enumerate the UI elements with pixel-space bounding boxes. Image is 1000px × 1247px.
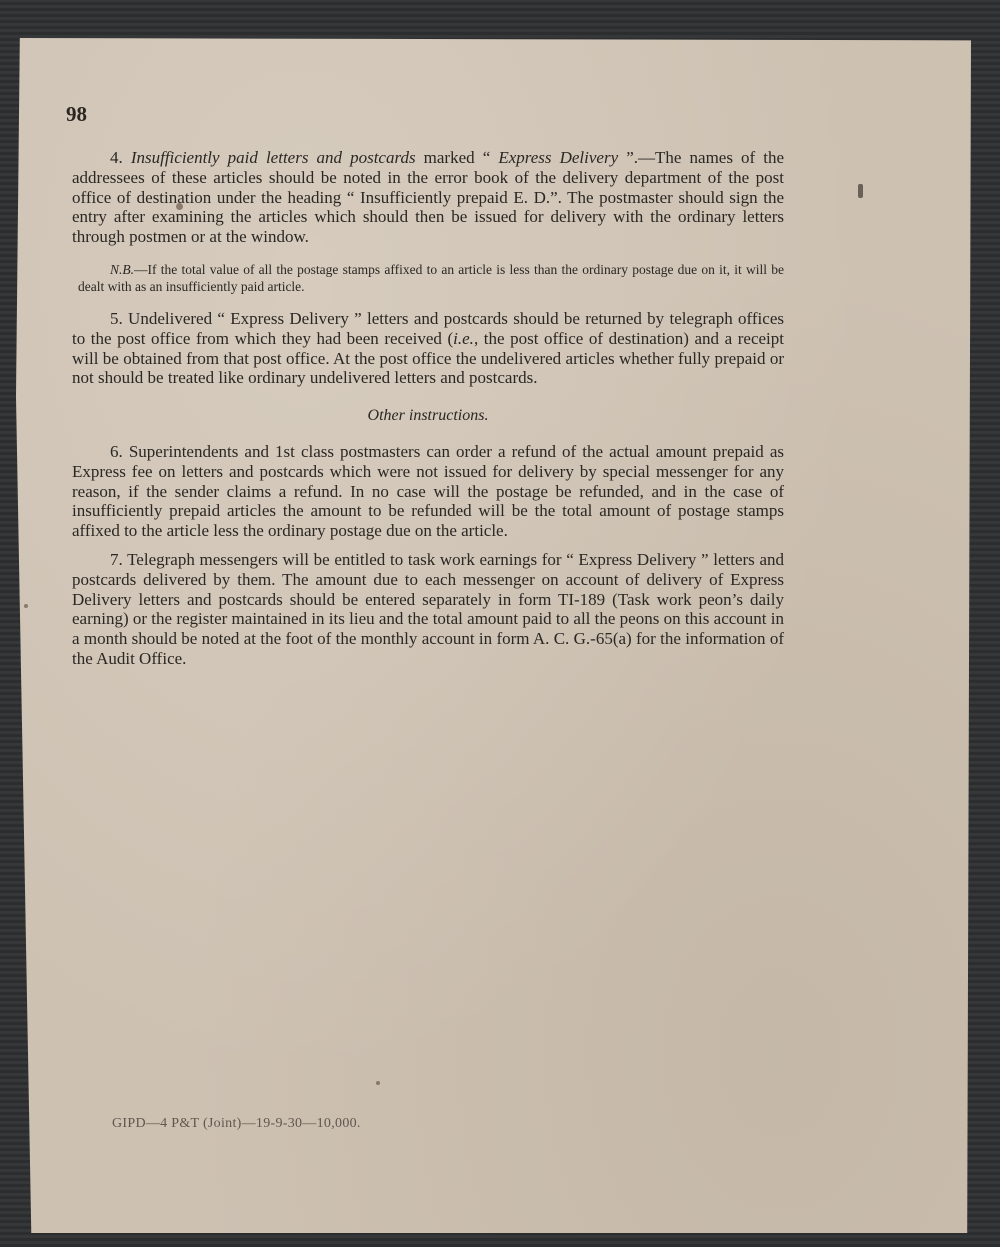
paragraph-5-text-before: 5. Undelivered “ Express Delivery ” letters and postcards should be returned by telegraph offices to the post office from which they had been received ( xyxy=(72,308,784,348)
paragraph-6: 6. Superintendents and 1st class postmasters can order a refund of the actual amount prepaid as Express fee on letters and postcards which were not issued for delivery by special messenger for any reason, if the sender claims a refund. In no case will the postage be refunded, and in the case of insufficiently prepaid articles the amount to be refunded will be the total amount of postage stamps affixed to the article less the ordinary postage due on the article. xyxy=(72,441,784,541)
section-heading: Other instructions. xyxy=(367,407,489,425)
nb-label: N.B. xyxy=(110,261,135,277)
ink-spot xyxy=(24,604,28,608)
paragraph-4-number: 4. xyxy=(110,148,123,167)
nb-text: If the total value of all the postage stamps affixed to an article is less than the ordinary postage due on it, it will be dealt with as an insufficiently paid article. xyxy=(78,261,784,294)
document-body xyxy=(72,148,784,669)
paragraph-4-title: Insufficiently paid letters and postcards xyxy=(130,148,416,167)
paragraph-4-marked: marked xyxy=(423,148,475,167)
nb-note: N.B.—If the total value of all the postage stamps affixed to an article is less than the ordinary postage due on it, it will be dealt with as an insufficiently paid article. xyxy=(78,261,784,294)
paragraph-4-quoted: Express Delivery xyxy=(498,148,619,167)
paragraph-4-body: The names of the addressees of these articles should be noted in the error book of the delivery department of the post office of destination under the heading “ Insufficiently prepaid E. D.”. The postmaster should sign the entry after examining the articles which should then be issued for delivery with the ordinary letters through postmen or at the window. xyxy=(72,148,785,247)
page-number: 98 xyxy=(66,102,87,126)
print-footer: GIPD—4 P&T (Joint)—19-9-30—10,000. xyxy=(112,1116,361,1131)
paragraph-4: 4. Insufficiently paid letters and postcards marked “ Express Delivery ”.—The names of the addressees of these articles should be noted in the error book of the delivery department of the post office of destination under the heading “ Insufficiently prepaid E. D.”. The postmaster should sign the entry after examining the articles which should then be issued for delivery with the ordinary letters through postmen or at the window. xyxy=(72,148,785,247)
paragraph-5-text-after: , the post office of destination) and a receipt will be obtained from that post office. At the post office the undelivered articles whether fully prepaid or not should be treated like ordinary undelivered letters and postcards. xyxy=(72,328,784,388)
ink-spot xyxy=(376,1081,380,1085)
paragraph-7: 7. Telegraph messengers will be entitled to task work earnings for “ Express Delivery ” letters and postcards delivered by them. The amount due to each messenger on account of delivery of Express Delivery letters and postcards should be entered separately in form TI-189 (Task work peon’s daily earning) or the register maintained in its lieu and the total amount paid to all the peons on this account in a month should be noted at the foot of the monthly account in form A. C. G.-65(a) for the information of the Audit Office. xyxy=(72,549,784,668)
paragraph-5 xyxy=(72,309,784,388)
paragraph-5-ie: i.e. xyxy=(453,328,474,348)
ink-spot xyxy=(858,184,863,198)
